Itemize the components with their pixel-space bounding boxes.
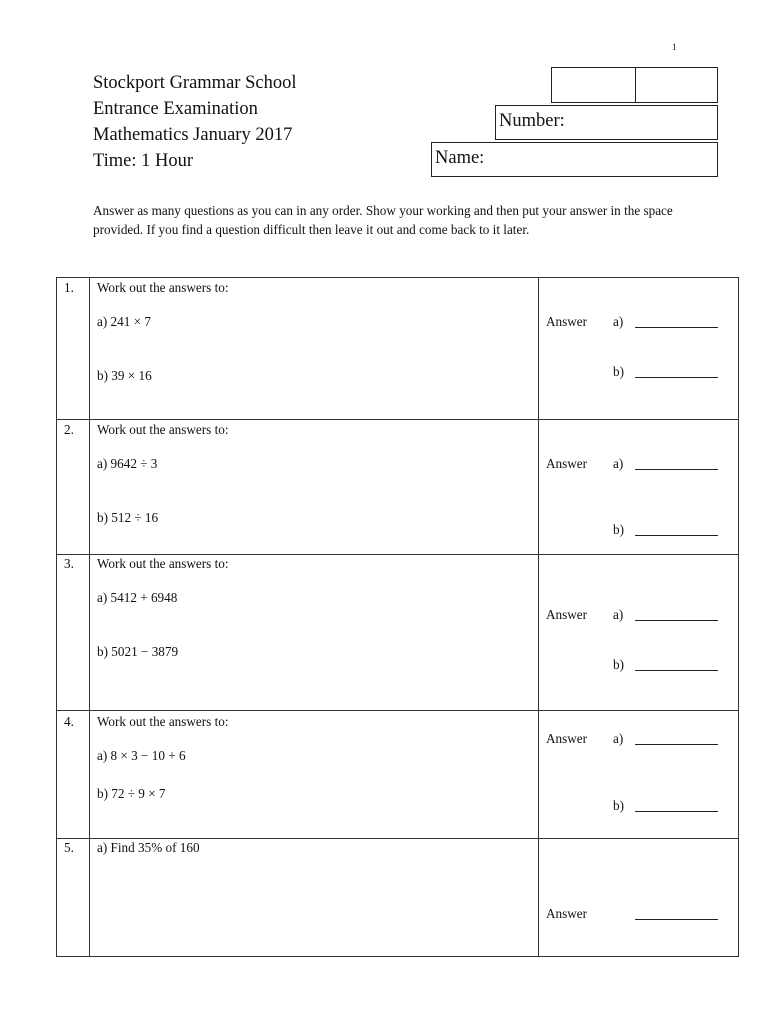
candidate-name-field[interactable] (431, 142, 718, 177)
question-prompt: a) Find 35% of 160 (97, 840, 200, 855)
name-label: Name: (435, 148, 485, 168)
answer-blank-b[interactable] (635, 811, 718, 812)
answer-part-label-a: a) (613, 607, 624, 622)
question-part-a: a) 5412 + 6948 (97, 590, 178, 605)
question-table (56, 277, 739, 957)
answer-part-label-a: a) (613, 456, 624, 471)
question-number: 3. (64, 556, 74, 571)
question-part-b: b) 512 ÷ 16 (97, 510, 159, 525)
question-prompt: Work out the answers to: (97, 422, 229, 437)
answer-part-label-a: a) (613, 731, 624, 746)
answer-label: Answer (546, 456, 588, 471)
question-part-b: b) 5021 − 3879 (97, 644, 179, 659)
answer-label: Answer (546, 314, 588, 329)
answer-blank-b[interactable] (635, 377, 718, 378)
answer-part-label-b: b) (613, 798, 624, 813)
answer-blank-b[interactable] (635, 670, 718, 671)
answer-part-label-a: a) (613, 314, 624, 329)
answer-blank-a[interactable] (635, 744, 718, 745)
question-part-a: a) 8 × 3 − 10 + 6 (97, 748, 186, 763)
answer-label: Answer (546, 906, 588, 921)
answer-blank[interactable] (635, 919, 718, 920)
question-number: 1. (64, 280, 74, 295)
answer-part-label-b: b) (613, 657, 624, 672)
exam-subject: Mathematics January 2017 (93, 125, 293, 145)
answer-blank-b[interactable] (635, 535, 718, 536)
number-label: Number: (499, 111, 565, 131)
row-divider (57, 838, 738, 839)
question-part-a: a) 9642 ÷ 3 (97, 456, 158, 471)
answer-label: Answer (546, 607, 588, 622)
question-number: 4. (64, 714, 74, 729)
answer-part-label-b: b) (613, 522, 624, 537)
row-divider (57, 710, 738, 711)
question-part-b: b) 72 ÷ 9 × 7 (97, 786, 166, 801)
candidate-number-field[interactable] (495, 105, 718, 140)
candidate-number-box-1[interactable] (551, 67, 636, 103)
question-number: 2. (64, 422, 74, 437)
question-part-b: b) 39 × 16 (97, 368, 152, 383)
answer-part-label-b: b) (613, 364, 624, 379)
exam-title: Entrance Examination (93, 99, 258, 119)
answer-blank-a[interactable] (635, 327, 718, 328)
row-divider (57, 419, 738, 420)
question-part-a: a) 241 × 7 (97, 314, 151, 329)
question-number: 5. (64, 840, 74, 855)
school-name: Stockport Grammar School (93, 73, 297, 93)
answer-blank-a[interactable] (635, 469, 718, 470)
answer-label: Answer (546, 731, 588, 746)
question-prompt: Work out the answers to: (97, 280, 229, 295)
question-prompt: Work out the answers to: (97, 714, 229, 729)
candidate-number-box-2[interactable] (635, 67, 718, 103)
exam-duration: Time: 1 Hour (93, 151, 194, 171)
question-prompt: Work out the answers to: (97, 556, 229, 571)
number-column-divider (89, 278, 90, 956)
row-divider (57, 554, 738, 555)
answer-blank-a[interactable] (635, 620, 718, 621)
page-number: 1 (672, 42, 677, 52)
answer-column-divider (538, 278, 539, 956)
instructions: Answer as many questions as you can in any order. Show your working and then put your answer in the space provided. If you find a question difficult then leave it out and come back to it later. (93, 203, 673, 237)
